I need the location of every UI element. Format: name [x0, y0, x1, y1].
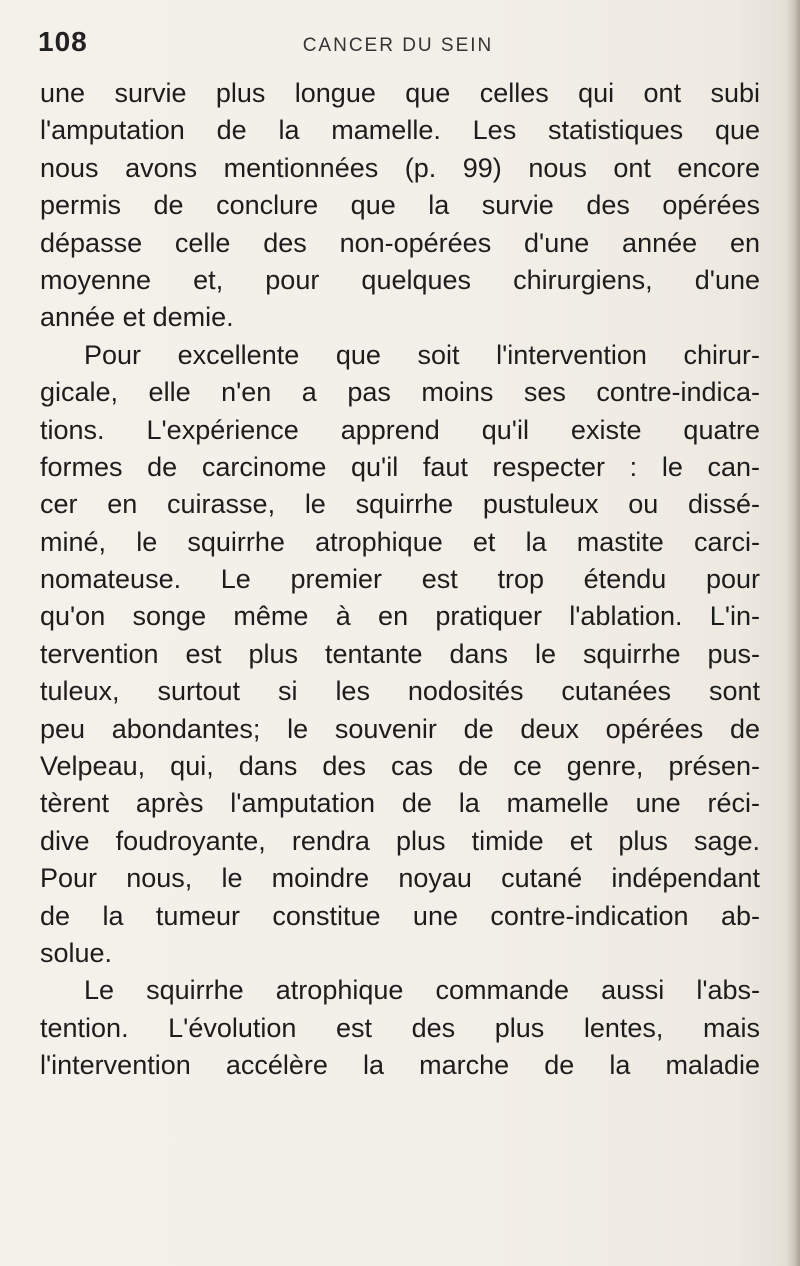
text-line: une survie plus longue que celles qui ont subi	[40, 78, 760, 108]
text-line: l'intervention accélère la marche de la maladie	[40, 1050, 760, 1081]
text-line: permis de conclure que la survie des opérées	[40, 190, 760, 221]
text-line: de la tumeur constitue une contre-indication ab-	[40, 900, 760, 931]
text-line: Pour nous, le moindre noyau cutané indépendant	[40, 863, 760, 894]
page-header	[38, 26, 758, 66]
text-line: gicale, elle n'en a pas moins ses contre-indica-	[40, 377, 760, 408]
text-line: dive foudroyante, rendra plus timide et plus sage.	[40, 825, 760, 856]
text-line: solue.	[40, 937, 113, 968]
text-line: l'amputation de la mamelle. Les statistiques que	[40, 115, 760, 146]
running-title: CANCER DU SEIN	[302, 35, 494, 56]
text-line: nomateuse. Le premier est trop étendu pour	[40, 564, 760, 595]
text-line: tuleux, surtout si les nodosités cutanées sont	[40, 676, 760, 707]
text-line: formes de carcinome qu'il faut respecter : le can-	[40, 451, 760, 482]
text-line: tèrent après l'amputation de la mamelle une réci-	[40, 788, 760, 819]
text-line: tions. L'expérience apprend qu'il existe quatre	[40, 414, 760, 445]
body-text	[40, 75, 760, 1085]
page-edge-shadow	[786, 0, 800, 1266]
text-line: qu'on songe même à en pratiquer l'ablation. L'in-	[40, 601, 760, 632]
text-line: nous avons mentionnées (p. 99) nous ont encore	[40, 152, 760, 183]
text-line: peu abondantes; le souvenir de deux opérées de	[40, 713, 760, 744]
text-line: miné, le squirrhe atrophique et la mastite carci-	[40, 526, 760, 557]
text-line: moyenne et, pour quelques chirurgiens, d'une	[40, 264, 760, 295]
text-line: tervention est plus tentante dans le squirrhe pus-	[40, 638, 760, 669]
text-line: Le squirrhe atrophique commande aussi l'abs-	[84, 975, 760, 1006]
page-number: 108	[38, 26, 88, 57]
text-line: tention. L'évolution est des plus lentes, mais	[40, 1012, 760, 1043]
text-line: Pour excellente que soit l'intervention chirur-	[84, 339, 760, 370]
text-line: Velpeau, qui, dans des cas de ce genre, présen-	[40, 751, 760, 782]
text-line: dépasse celle des non-opérées d'une année en	[40, 227, 760, 258]
text-line: année et demie.	[40, 302, 234, 333]
text-line: cer en cuirasse, le squirrhe pustuleux ou dissé-	[40, 489, 760, 520]
